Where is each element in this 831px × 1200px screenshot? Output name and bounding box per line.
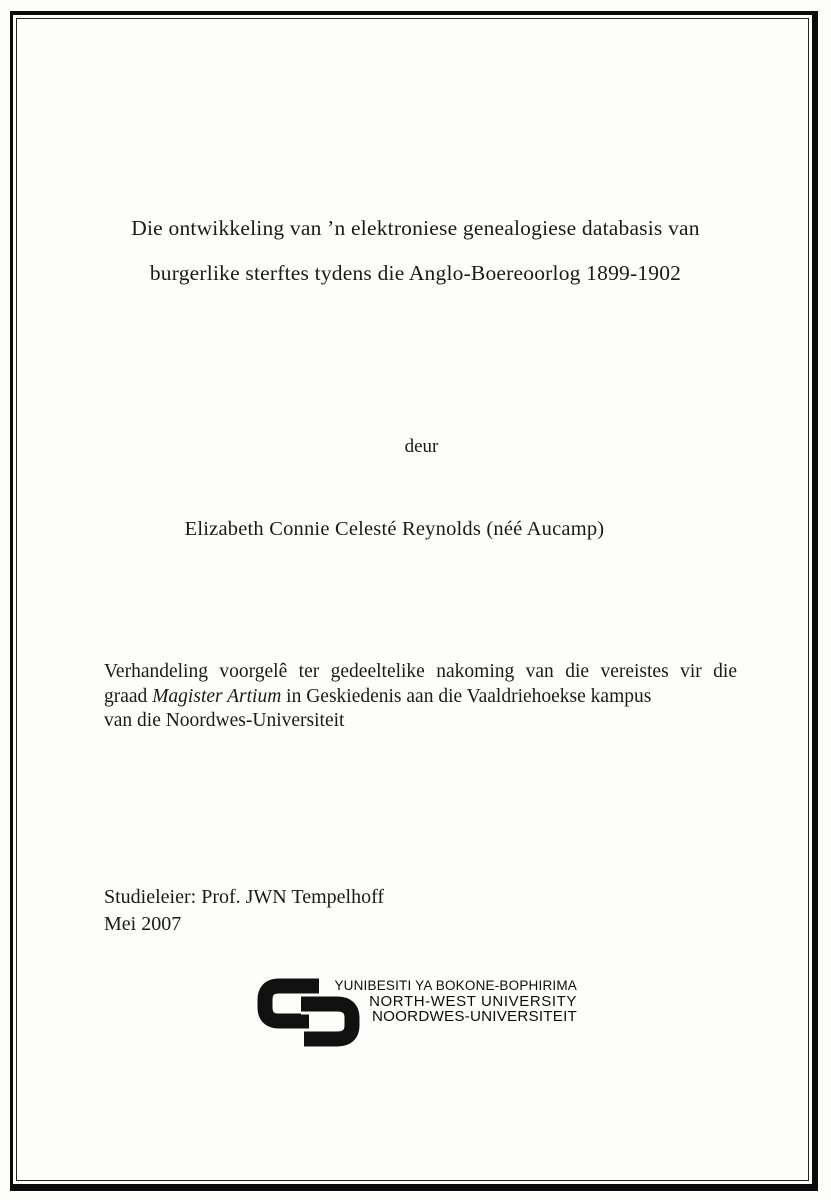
- logo-text-line-1: YUNIBESITI YA BOKONE-BOPHIRIMA: [334, 978, 577, 993]
- university-logo: [257, 975, 577, 1055]
- author-name: Elizabeth Connie Celesté Reynolds (néé Aucamp): [184, 518, 605, 540]
- logo-wordmark: [321, 978, 577, 1024]
- thesis-statement: [104, 660, 737, 734]
- logo-text-line-2: NORTH-WEST UNIVERSITY: [369, 993, 577, 1010]
- supervisor-line: Studieleier: Prof. JWN Tempelhoff: [104, 886, 385, 908]
- statement-line-2: [104, 685, 737, 710]
- statement-line-3: van die Noordwes-Universiteit: [104, 710, 345, 731]
- date-line: Mei 2007: [104, 912, 182, 935]
- title-line-2: burgerlike sterftes tydens die Anglo-Boereoorlog 1899-1902: [149, 261, 682, 285]
- supervisor-block: [104, 884, 384, 937]
- page-title: [40, 206, 791, 296]
- statement-line-1: Verhandeling voorgelê ter gedeeltelike nakoming van die vereistes vir die: [104, 661, 737, 682]
- statement-line-2-prefix: graad: [104, 685, 153, 707]
- statement-degree-name: Magister Artium: [152, 685, 282, 707]
- title-line-1: Die ontwikkeling van ’n elektroniese genealogiese databasis van: [131, 216, 700, 240]
- logo-text-line-3: NOORDWES-UNIVERSITEIT: [371, 1008, 577, 1025]
- byline-label: deur: [404, 436, 439, 457]
- statement-line-2-suffix: in Geskiedenis aan die Vaaldriehoekse kampus: [281, 685, 652, 707]
